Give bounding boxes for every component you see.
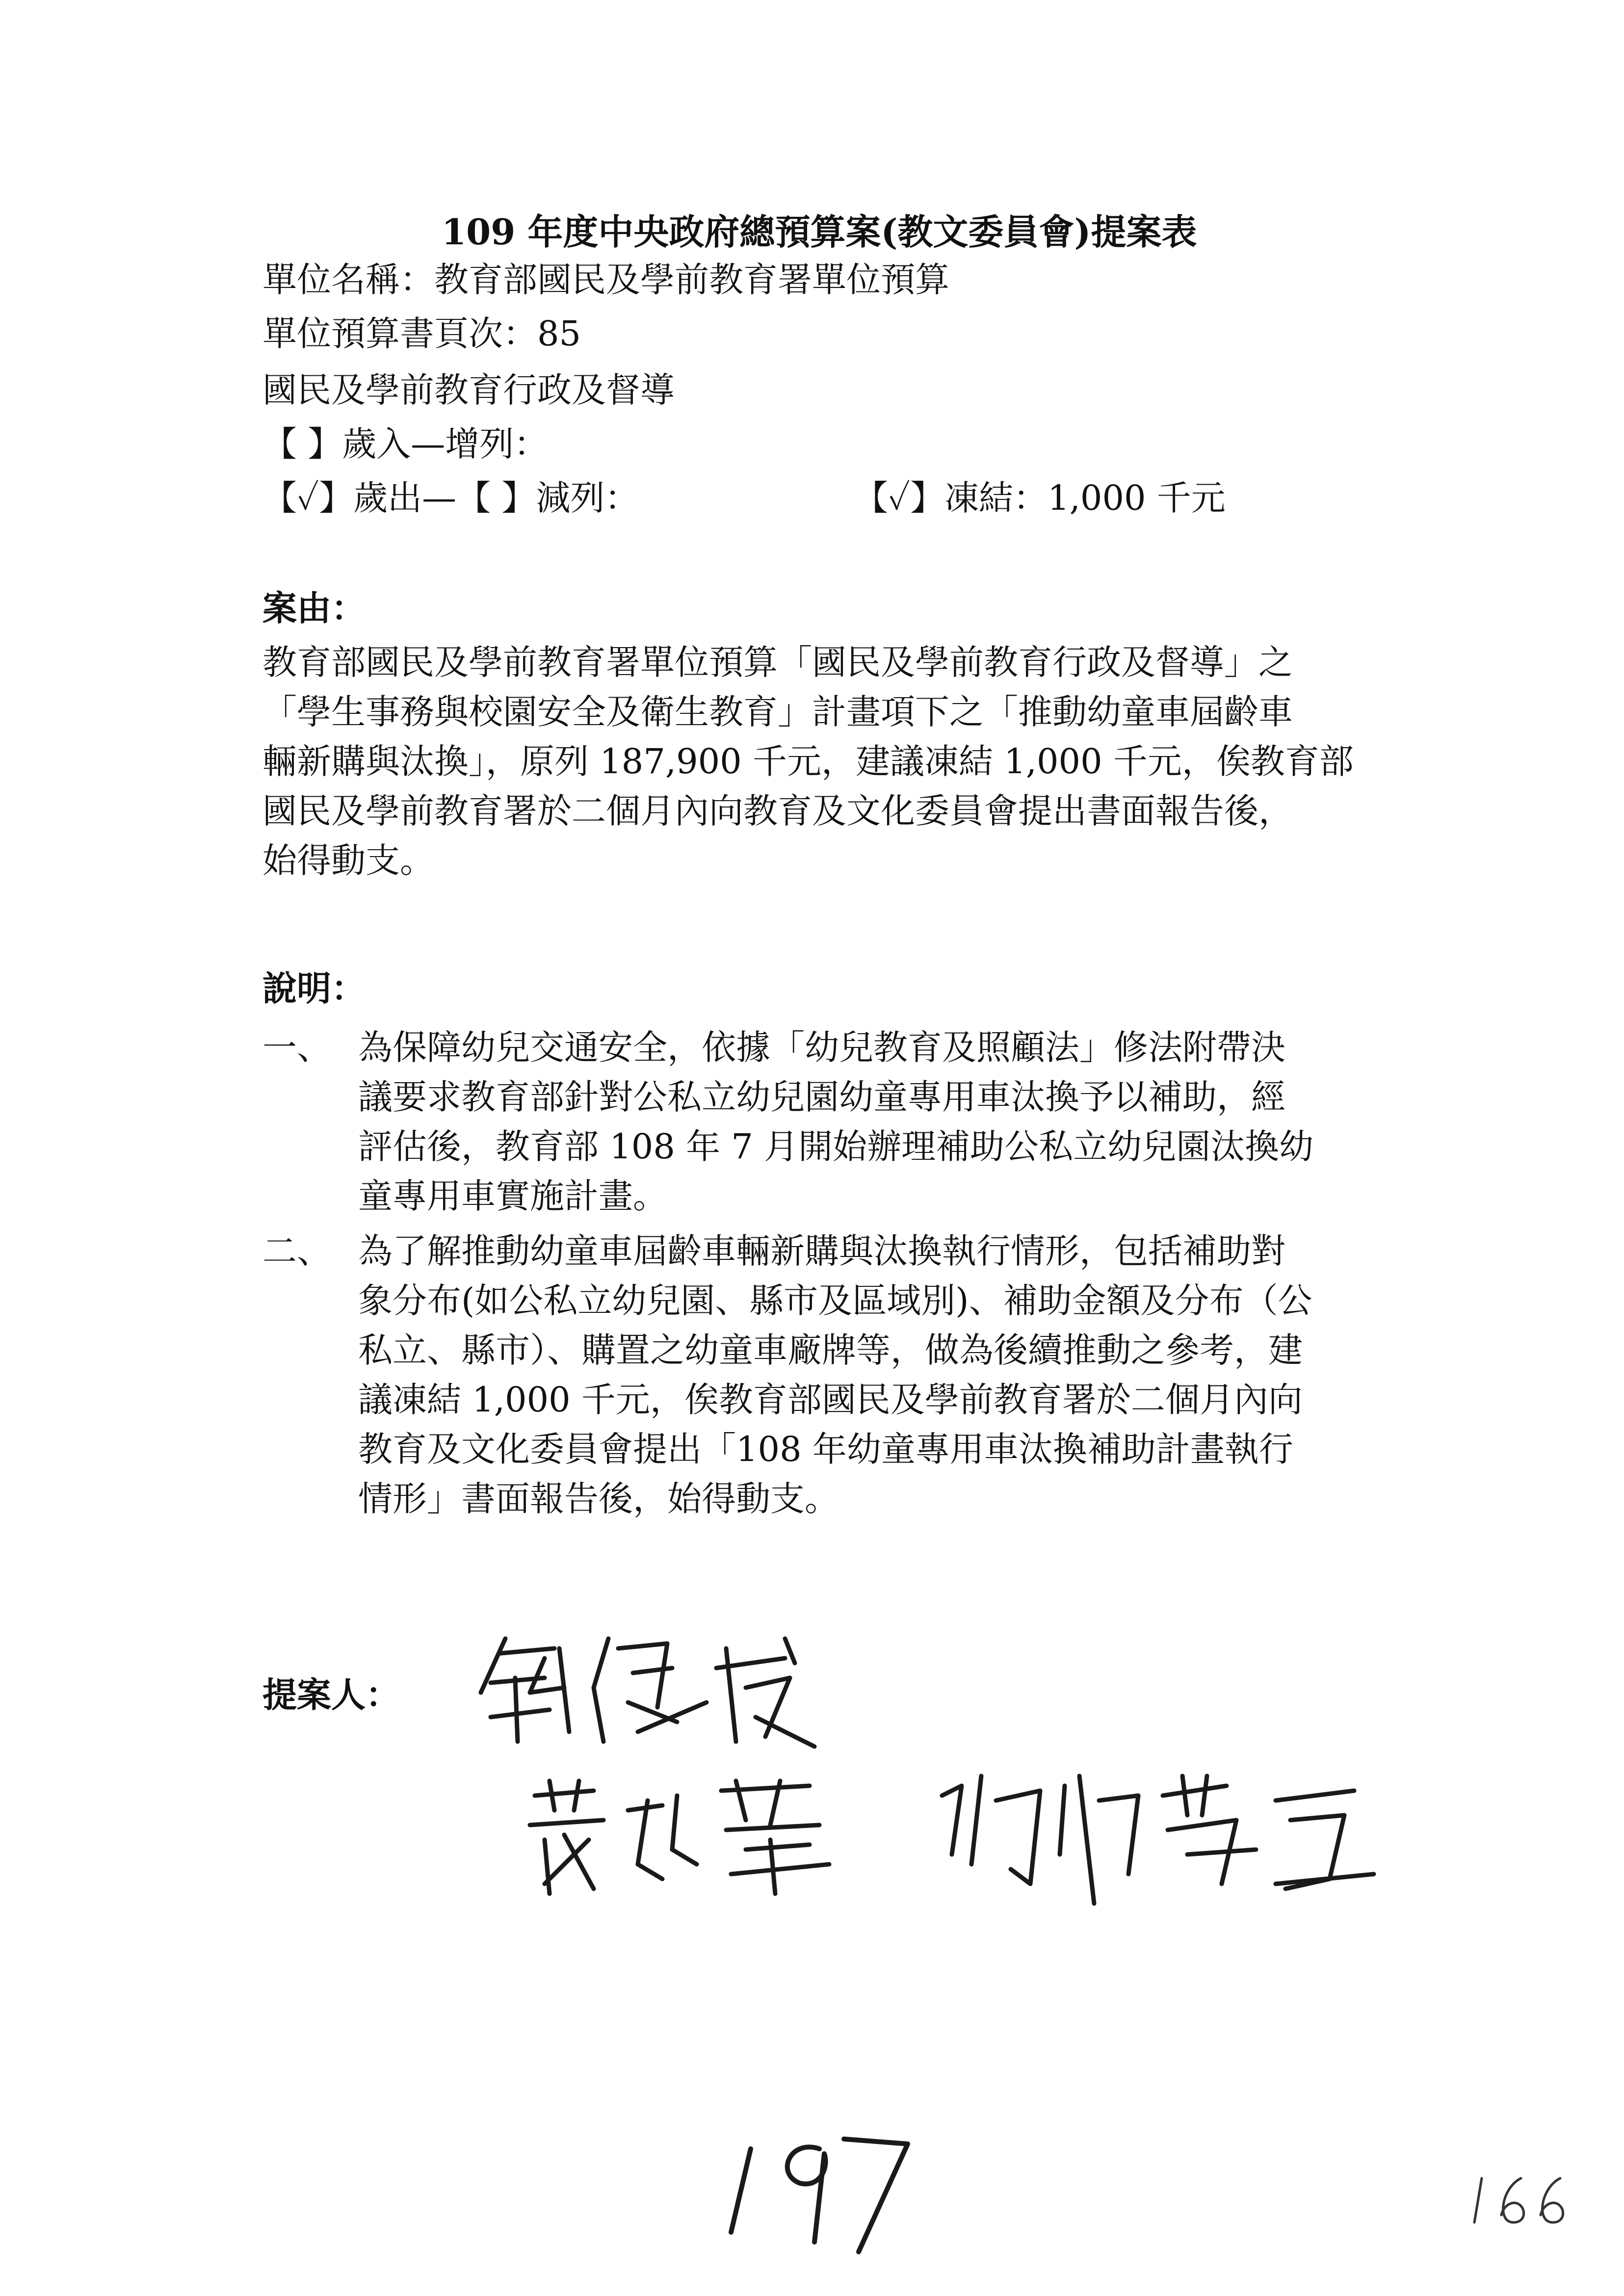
reason-line: 輛新購與汰換」，原列 187,900 千元，建議凍結 1,000 千元，俟教育部 — [262, 741, 1354, 782]
reason-line: 「學生事務與校園安全及衛生教育」計畫項下之「推動幼童車屆齡車 — [262, 692, 1293, 732]
signature-3 — [932, 1756, 1398, 1923]
item-line: 議要求教育部針對公私立幼兒園幼童專用車汰換予以補助，經 — [358, 1077, 1285, 1117]
budget-page: 單位預算書頁次：85 — [262, 313, 581, 354]
expenditure-reduction: 【✓】歲出—【 】減列： — [262, 478, 639, 518]
item-line: 評估後，教育部 108 年 7 月開始辦理補助公私立幼兒園汰換幼 — [358, 1126, 1314, 1167]
item-line: 象分布(如公私立幼兒園、縣市及區域別)、補助金額及分布（公 — [358, 1280, 1312, 1321]
reason-heading: 案由： — [262, 588, 366, 628]
handwritten-corner-number — [1467, 2168, 1585, 2232]
item-line: 為保障幼兒交通安全，依據「幼兒教育及照顧法」修法附帶決 — [358, 1027, 1285, 1068]
handwritten-page-number — [721, 2119, 917, 2257]
explanation-heading: 說明： — [262, 968, 366, 1009]
proposer-label: 提案人： — [262, 1674, 400, 1715]
reason-line: 教育部國民及學前教育署單位預算「國民及學前教育行政及督導」之 — [262, 642, 1293, 682]
revenue-line: 【 】歲入—增列： — [262, 424, 549, 464]
expenditure-freeze: 【✓】凍結：1,000 千元 — [854, 478, 1226, 518]
item-number: 二、 — [262, 1231, 331, 1271]
item-line: 議凍結 1,000 千元，俟教育部國民及學前教育署於二個月內向 — [358, 1380, 1303, 1420]
reason-line: 國民及學前教育署於二個月內向教育及文化委員會提出書面報告後， — [262, 791, 1293, 831]
item-line: 為了解推動幼童車屆齡車輛新購與汰換執行情形，包括補助對 — [358, 1231, 1285, 1271]
document-title: 109 年度中央政府總預算案(教文委員會)提案表 — [442, 211, 1197, 253]
reason-line: 始得動支。 — [262, 840, 434, 881]
signature-1 — [471, 1619, 844, 1756]
unit-name: 單位名稱：教育部國民及學前教育署單位預算 — [262, 260, 949, 300]
item-line: 情形」書面報告後，始得動支。 — [358, 1479, 839, 1519]
item-line: 教育及文化委員會提出「108 年幼童專用車汰換補助計畫執行 — [358, 1429, 1293, 1469]
program-name: 國民及學前教育行政及督導 — [262, 370, 675, 410]
signature-2 — [515, 1766, 859, 1904]
item-line: 私立、縣市）、購置之幼童車廠牌等，做為後續推動之參考，建 — [358, 1330, 1303, 1370]
item-number: 一、 — [262, 1027, 331, 1068]
item-line: 童專用車實施計畫。 — [358, 1176, 667, 1216]
